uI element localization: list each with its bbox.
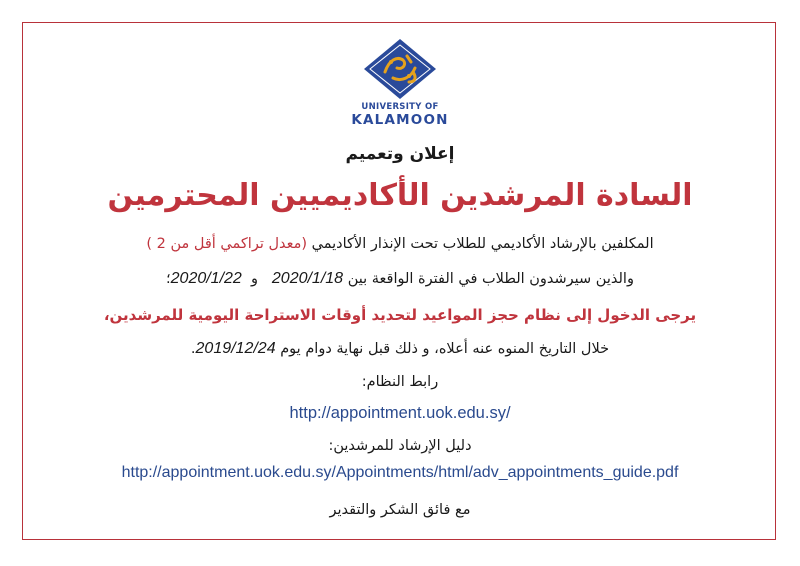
date-start: 2020/1/18 xyxy=(271,270,344,287)
para2-end: ؛ xyxy=(166,271,171,287)
guide-link-label: دليل الإرشاد للمرشدين: xyxy=(328,438,472,454)
system-link-label: رابط النظام: xyxy=(361,374,439,390)
guide-link[interactable]: http://appointment.uok.edu.sy/Appointments/html/adv_appointments_guide.pdf xyxy=(121,464,679,481)
para4-pre: خلال التاريخ المنوه عنه أعلاه، و ذلك قبل نهاية دوام يوم xyxy=(280,341,610,357)
para1-gpa-note: (معدل تراكمي أقل من 2 ) xyxy=(146,236,308,252)
logo-kalamoon: KALAMOON xyxy=(351,112,449,128)
paragraph-assigned-advisors xyxy=(30,236,770,252)
para2-and: و xyxy=(251,271,259,287)
paragraph-deadline xyxy=(30,340,770,358)
system-link[interactable]: http://appointment.uok.edu.sy/ xyxy=(289,404,511,422)
date-deadline: 2019/12/24 xyxy=(195,340,276,357)
announcement-title: السادة المرشدين الأكاديميين المحترمين xyxy=(107,178,693,213)
closing-thanks: مع فائق الشكر والتقدير xyxy=(329,502,471,518)
university-emblem-icon xyxy=(363,38,437,100)
paragraph-period xyxy=(30,270,770,288)
para1-main: المكلفين بالإرشاد الأكاديمي للطلاب تحت الإنذار الأكاديمي xyxy=(311,236,654,252)
para4-end: . xyxy=(190,341,196,357)
announcement-heading: إعلان وتعميم xyxy=(345,144,455,164)
paragraph-login-request: يرجى الدخول إلى نظام حجز المواعيد لتحديد أوقات الاستراحة اليومية للمرشدين، xyxy=(103,306,697,324)
para2-pre: والذين سيرشدون الطلاب في الفترة الواقعة بين xyxy=(347,271,634,287)
date-end: 2020/1/22 xyxy=(170,270,242,287)
logo-university-of: UNIVERSITY OF xyxy=(361,102,439,112)
